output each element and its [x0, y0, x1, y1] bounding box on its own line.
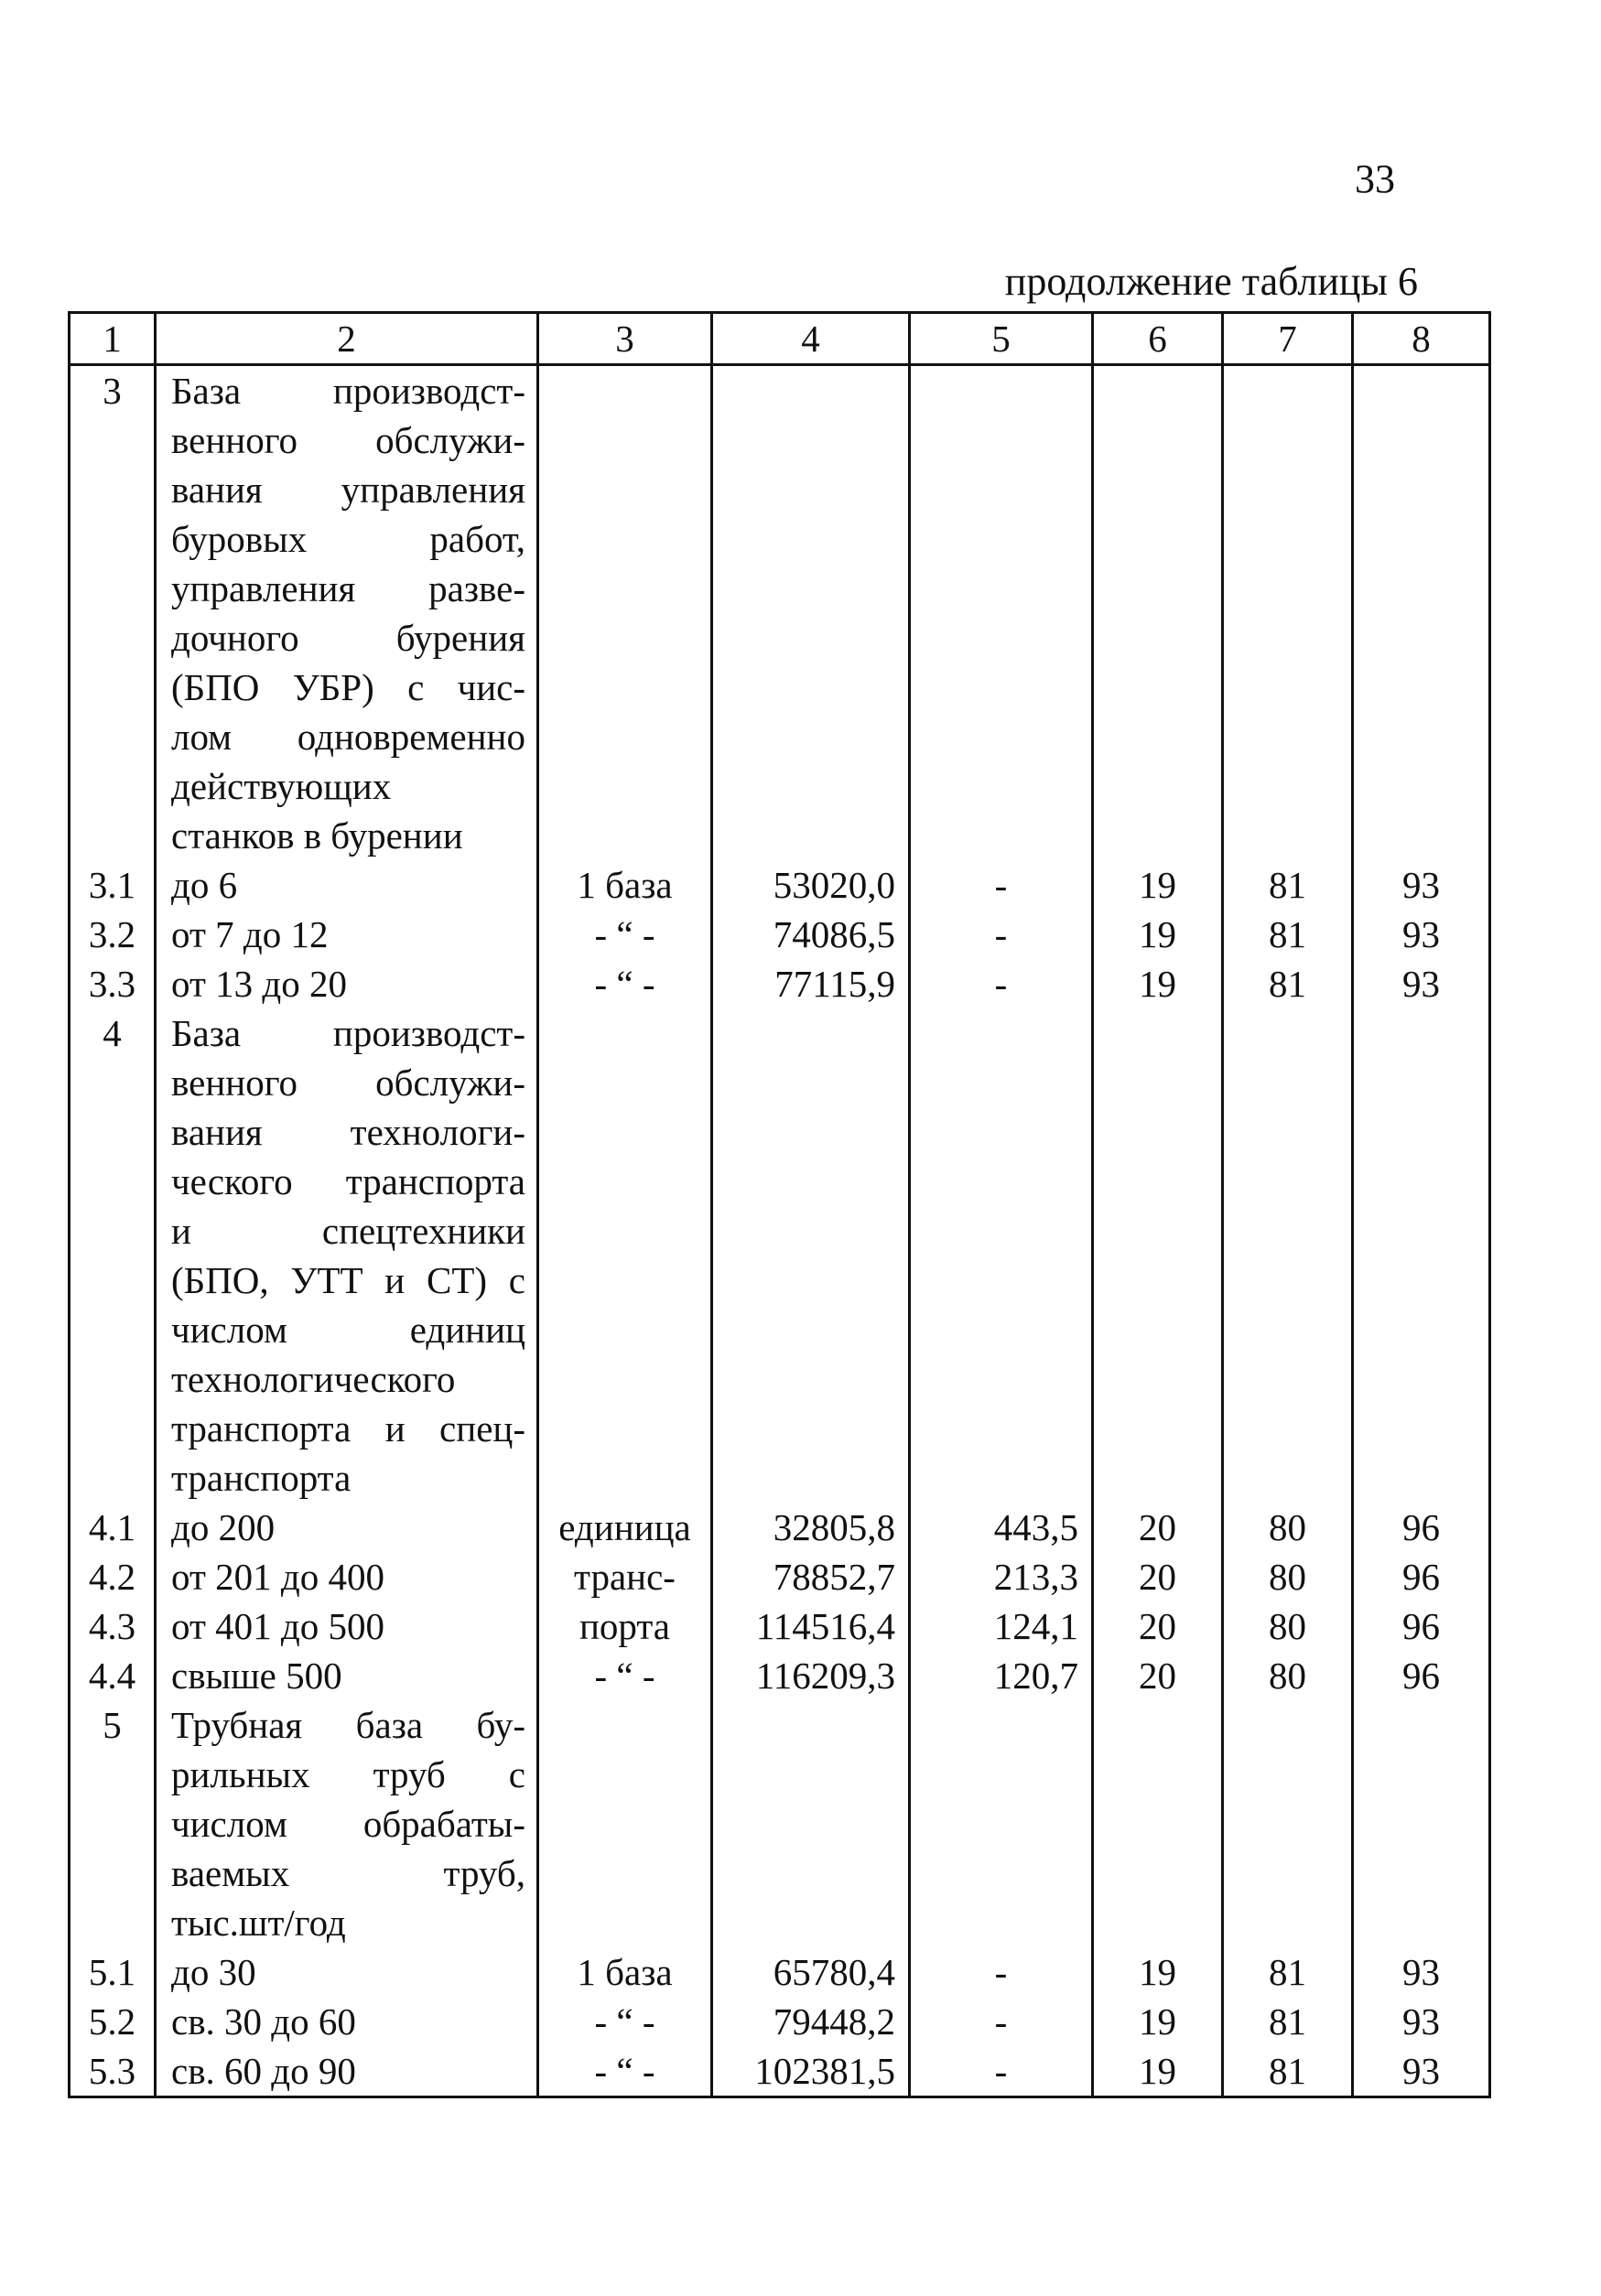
row-name: до 6 [156, 860, 538, 910]
row-name: от 401 до 500 [156, 1601, 538, 1651]
section-title-line: технологического [171, 1358, 456, 1400]
empty-cell [1353, 1700, 1490, 1947]
row-unit: транс- [538, 1552, 712, 1601]
row-value-col6: 19 [1093, 1997, 1223, 2046]
empty-cell [910, 1700, 1093, 1947]
section-title-line: венного обслужи- [171, 1062, 525, 1104]
table-body [70, 365, 1490, 2097]
row-value-col7: 81 [1223, 860, 1353, 910]
table-row [70, 959, 1490, 1008]
row-number: 5.1 [70, 1947, 156, 1997]
row-number: 5.2 [70, 1997, 156, 2046]
row-value-col6: 19 [1093, 1947, 1223, 1997]
row-value-col7: 81 [1223, 1947, 1353, 1997]
row-value-col7: 81 [1223, 1997, 1353, 2046]
row-value-col6: 19 [1093, 2046, 1223, 2097]
row-value-col4: 77115,9 [712, 959, 910, 1008]
row-value-col4: 116209,3 [712, 1651, 910, 1700]
row-value-col5: - [910, 910, 1093, 959]
row-unit: - “ - [538, 2046, 712, 2097]
row-name: св. 60 до 90 [156, 2046, 538, 2097]
empty-cell [1093, 365, 1223, 861]
row-number: 4.3 [70, 1601, 156, 1651]
row-number: 4.4 [70, 1651, 156, 1700]
row-value-col5: 443,5 [910, 1503, 1093, 1552]
table-row [70, 1601, 1490, 1651]
row-value-col7: 80 [1223, 1601, 1353, 1651]
row-value-col8: 93 [1353, 959, 1490, 1008]
empty-cell [1353, 365, 1490, 861]
row-value-col4: 102381,5 [712, 2046, 910, 2097]
row-value-col4: 78852,7 [712, 1552, 910, 1601]
row-unit: - “ - [538, 1997, 712, 2046]
row-value-col6: 19 [1093, 959, 1223, 1008]
row-value-col8: 96 [1353, 1552, 1490, 1601]
section-row [70, 1700, 1490, 1947]
row-number: 3.2 [70, 910, 156, 959]
row-value-col5: - [910, 2046, 1093, 2097]
row-value-col5: 120,7 [910, 1651, 1093, 1700]
row-unit: 1 база [538, 1947, 712, 1997]
row-value-col4: 32805,8 [712, 1503, 910, 1552]
row-unit: - “ - [538, 910, 712, 959]
row-value-col4: 65780,4 [712, 1947, 910, 1997]
section-row [70, 365, 1490, 861]
row-value-col5: - [910, 959, 1093, 1008]
row-unit: порта [538, 1601, 712, 1651]
row-value-col8: 96 [1353, 1651, 1490, 1700]
section-title-line: вания технологи- [171, 1111, 525, 1153]
row-unit: единица [538, 1503, 712, 1552]
empty-cell [1093, 1700, 1223, 1947]
row-unit: 1 база [538, 860, 712, 910]
page-number: 33 [1355, 156, 1395, 201]
row-value-col4: 114516,4 [712, 1601, 910, 1651]
section-row [70, 1008, 1490, 1503]
empty-cell [910, 1008, 1093, 1503]
row-value-col6: 20 [1093, 1601, 1223, 1651]
empty-cell [1223, 365, 1353, 861]
column-header: 7 [1223, 313, 1353, 365]
row-name: от 7 до 12 [156, 910, 538, 959]
row-value-col6: 19 [1093, 860, 1223, 910]
row-value-col6: 20 [1093, 1651, 1223, 1700]
row-value-col5: 213,3 [910, 1552, 1093, 1601]
section-title-line: лом одновременно [171, 716, 525, 758]
section-title-line: вания управления [171, 469, 525, 511]
row-value-col7: 80 [1223, 1651, 1353, 1700]
row-value-col8: 96 [1353, 1503, 1490, 1552]
row-name: св. 30 до 60 [156, 1997, 538, 2046]
table-row [70, 1997, 1490, 2046]
row-number: 5.3 [70, 2046, 156, 2097]
empty-cell [1223, 1700, 1353, 1947]
row-value-col8: 93 [1353, 860, 1490, 910]
table-row [70, 2046, 1490, 2097]
table-row [70, 1947, 1490, 1997]
section-title-line: числом обрабаты- [171, 1803, 525, 1845]
section-title-line: Трубная база бу- [171, 1704, 525, 1746]
table-row [70, 1552, 1490, 1601]
row-unit: - “ - [538, 959, 712, 1008]
section-title-line: станков в бурении [171, 814, 463, 857]
row-name: от 13 до 20 [156, 959, 538, 1008]
row-value-col7: 81 [1223, 2046, 1353, 2097]
section-number: 5 [70, 1700, 156, 1947]
empty-cell [538, 1008, 712, 1503]
row-value-col4: 53020,0 [712, 860, 910, 910]
row-number: 3.1 [70, 860, 156, 910]
section-title-line: действующих [171, 765, 392, 807]
section-title-line: дочного бурения [171, 617, 525, 659]
section-title-line: тыс.шт/год [171, 1902, 346, 1944]
row-number: 4.1 [70, 1503, 156, 1552]
row-name: от 201 до 400 [156, 1552, 538, 1601]
row-value-col7: 81 [1223, 959, 1353, 1008]
column-header: 8 [1353, 313, 1490, 365]
section-number: 3 [70, 365, 156, 861]
row-value-col5: - [910, 1947, 1093, 1997]
section-title [156, 1700, 538, 1947]
section-title-line: ческого транспорта [171, 1160, 525, 1202]
row-value-col8: 93 [1353, 910, 1490, 959]
row-value-col8: 93 [1353, 1947, 1490, 1997]
row-value-col6: 19 [1093, 910, 1223, 959]
section-title-line: транспорта [171, 1457, 352, 1499]
section-title [156, 365, 538, 861]
empty-cell [910, 365, 1093, 861]
column-header: 4 [712, 313, 910, 365]
section-title-line: (БПО УБР) с чис- [171, 666, 525, 708]
table-row [70, 910, 1490, 959]
row-name: свыше 500 [156, 1651, 538, 1700]
row-value-col8: 96 [1353, 1601, 1490, 1651]
section-title-line: транспорта и спец- [171, 1407, 525, 1450]
row-number: 3.3 [70, 959, 156, 1008]
row-value-col8: 93 [1353, 1997, 1490, 2046]
empty-cell [712, 1008, 910, 1503]
section-title-line: буровых работ, [171, 518, 525, 560]
row-name: до 200 [156, 1503, 538, 1552]
row-value-col4: 74086,5 [712, 910, 910, 959]
empty-cell [538, 365, 712, 861]
section-title-line: и спецтехники [171, 1210, 525, 1252]
empty-cell [538, 1700, 712, 1947]
column-header: 3 [538, 313, 712, 365]
section-number: 4 [70, 1008, 156, 1503]
section-title-line: ваемых труб, [171, 1852, 525, 1894]
table-caption: продолжение таблицы 6 [1004, 259, 1418, 304]
row-value-col5: 124,1 [910, 1601, 1093, 1651]
section-title-line: венного обслужи- [171, 419, 525, 461]
column-header: 5 [910, 313, 1093, 365]
empty-cell [1353, 1008, 1490, 1503]
table-row [70, 860, 1490, 910]
section-title-line: База производст- [171, 370, 525, 412]
row-value-col6: 20 [1093, 1503, 1223, 1552]
section-title-line: (БПО, УТТ и СТ) с [171, 1259, 525, 1301]
section-title-line: управления разве- [171, 567, 525, 609]
column-header: 1 [70, 313, 156, 365]
row-name: до 30 [156, 1947, 538, 1997]
section-title-line: рильных труб с [171, 1753, 525, 1795]
empty-cell [712, 365, 910, 861]
row-unit: - “ - [538, 1651, 712, 1700]
column-header: 6 [1093, 313, 1223, 365]
empty-cell [1093, 1008, 1223, 1503]
table-row [70, 1651, 1490, 1700]
row-value-col7: 80 [1223, 1503, 1353, 1552]
row-value-col7: 81 [1223, 910, 1353, 959]
empty-cell [712, 1700, 910, 1947]
row-number: 4.2 [70, 1552, 156, 1601]
row-value-col5: - [910, 860, 1093, 910]
section-title-line: числом единиц [171, 1309, 525, 1351]
row-value-col4: 79448,2 [712, 1997, 910, 2046]
header-row [70, 313, 1490, 365]
section-title [156, 1008, 538, 1503]
section-title-line: База производст- [171, 1012, 525, 1054]
rates-table [68, 311, 1491, 2098]
row-value-col7: 80 [1223, 1552, 1353, 1601]
row-value-col6: 20 [1093, 1552, 1223, 1601]
table-row [70, 1503, 1490, 1552]
column-header: 2 [156, 313, 538, 365]
row-value-col8: 93 [1353, 2046, 1490, 2097]
row-value-col5: - [910, 1997, 1093, 2046]
empty-cell [1223, 1008, 1353, 1503]
